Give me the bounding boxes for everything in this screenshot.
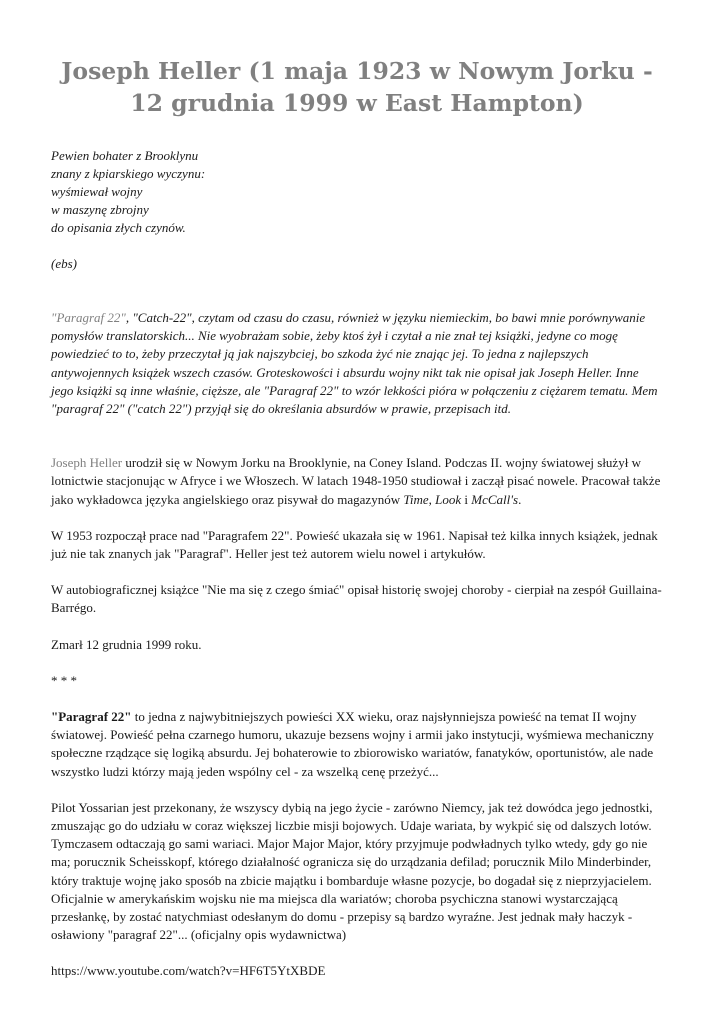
poem-signature: (ebs)	[51, 256, 77, 271]
paragraph-death: Zmarł 12 grudnia 1999 roku.	[51, 636, 202, 652]
page-title: Joseph Heller (1 maja 1923 w Nowym Jorku - 12 grudnia 1999 w East Hampton)	[61, 57, 653, 117]
author-link[interactable]: Joseph Heller	[51, 455, 123, 471]
book-title: "Paragraf 22"	[51, 709, 132, 725]
bio-separator: i	[461, 491, 472, 507]
poem-line: do opisania złych czynów.	[51, 220, 186, 235]
poem-line: znany z kpiarskiego wyczynu:	[51, 166, 206, 181]
paragraph-autobiography: W autobiograficznej książce "Nie ma się z czego śmiać" opisał historię swojej choroby - cierpiał na zespół Guillaina-Barrégo.	[51, 582, 662, 616]
bio-paragraph	[51, 454, 663, 509]
magazine-mccalls: McCall's	[471, 491, 519, 507]
poem-line: w maszynę zbrojny	[51, 202, 149, 217]
intro-paragraph	[51, 309, 663, 418]
intro-text: , "Catch-22", czytam od czasu do czasu, również w języku niemieckim, bo bawi mnie porównywanie pomysłów translatorskich... Nie wyobrażam sobie, żeby ktoś żył i czytał a nie znał tej książki, jedyne co mogę powiedzieć to to, żeby przeczytał ją jak najszybciej, bo szkoda żyć nie znając jej. To jedna z najlepszych antywojennych książek wszech czasów. Groteskowości i absurdu wojny nikt tak nie opisał jak Joseph Heller. Inne jego książki są inne właśnie, cięższe, ale "Paragraf 22" to wzór lekkości pióra w połączeniu z ciężarem tematu. Mem "paragraf 22" ("catch 22") przyjął się do określania absurdów w prawie, przepisach itd.	[51, 310, 658, 417]
intro-link[interactable]: "Paragraf 22"	[51, 310, 126, 325]
section-separator: * * *	[51, 672, 77, 688]
paragraph-1953: W 1953 rozpoczął prace nad "Paragrafem 22". Powieść ukazała się w 1961. Napisał też kilka innych książek, jednak już nie tak znanych jak "Paragraf". Heller jest też autorem wielu nowel i artykułów.	[51, 527, 658, 562]
document-page	[51, 55, 663, 981]
video-url[interactable]: https://www.youtube.com/watch?v=HF6T5YtXBDE	[51, 963, 326, 979]
poem-line: wyśmiewał wojny	[51, 184, 143, 199]
poem	[51, 147, 663, 237]
magazine-time: Time	[403, 491, 429, 507]
magazine-look: Look	[435, 491, 462, 507]
bio-text: urodził się w Nowym Jorku na Brooklynie, na Coney Island. Podczas II. wojny światowej służył w lotnictwie stacjonując w Afryce i we Włoszech. W latach 1948-1950 studiował i zaczął pisać nowele. Pracował także jako wykładowca języka angielskiego oraz pisywał do magazynów	[51, 455, 661, 507]
book-description	[51, 708, 663, 781]
poem-line: Pewien bohater z Brooklynu	[51, 148, 199, 163]
book-description-text: to jedna z najwybitniejszych powieści XX wieku, oraz najsłynniejsza powieść na temat II wojny światowej. Powieść pełna czarnego humoru, ukazuje bezsens wojny i armii jako instytucji, wyśmiewa mechaniczny społeczne rządzące się logiką absurdu. Jej bohaterowie to zbiorowisko wariatów, fanatyków, oportunistów, ale nade wszystko ludzi którzy mają jeden wspólny cel - za wszelką cenę przeżyć...	[51, 709, 654, 779]
book-plot: Pilot Yossarian jest przekonany, że wszyscy dybią na jego życie - zarówno Niemcy, jak też dowódca jego jednostki, zmuszając go do udziału w coraz większej liczbie misji bojowych. Udaje wariata, by wykpić się od dalszych lotów. Tymczasem odtaczają go sami wariaci. Major Major Major, który przyjmuje podwładnych tylko wtedy, gdy go nie ma; porucznik Scheisskopf, którego działalność ogranicza się do urządzania defilad; porucznik Milo Minderbinder, który traktuje wojnę jako sposób na zbicie majątku i bombarduje własne pozycje, bo dogadał się z nieprzyjacielem. Oficjalnie w amerykańskim wojsku nie ma miejsca dla wariatów; choroba psychiczna stanowi wystarczającą przesłankę, by zostać natychmiast odesłanym do domu - przepisy są bardzo wyraźne. Jest jednak mały haczyk - osławiony "paragraf 22"... (oficjalny opis wydawnictwa)	[51, 799, 653, 943]
bio-end: .	[518, 491, 522, 507]
bio-separator: ,	[428, 491, 436, 507]
